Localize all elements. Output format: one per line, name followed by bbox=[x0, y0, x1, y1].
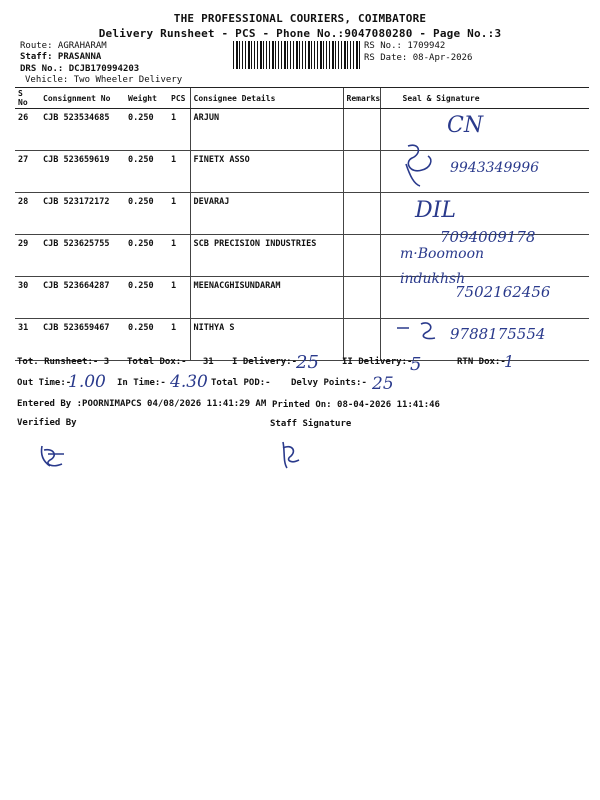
handwritten-phone-1: 9943349996 bbox=[450, 160, 540, 176]
cell-pcs: 1 bbox=[168, 319, 190, 361]
cell-consignment: CJB 523172172 bbox=[40, 193, 125, 235]
cell-pcs: 1 bbox=[168, 277, 190, 319]
staff-signature bbox=[277, 438, 305, 472]
cell-consignment: CJB 523534685 bbox=[40, 109, 125, 151]
handwritten-name-4: indukhsh bbox=[400, 271, 466, 287]
cell-sno: 28 bbox=[15, 193, 40, 235]
handwritten-scribble bbox=[400, 140, 444, 190]
runsheet-table bbox=[15, 87, 589, 361]
in-time-label: In Time:- bbox=[117, 378, 166, 388]
col-consignee: Consignee Details bbox=[190, 88, 343, 109]
out-time-value: 1.00 bbox=[68, 372, 106, 392]
cell-weight: 0.250 bbox=[125, 193, 168, 235]
cell-sno: 31 bbox=[15, 319, 40, 361]
document-subtitle: Delivery Runsheet - PCS - Phone No.:9047080280 - Page No.:3 bbox=[98, 27, 502, 40]
cell-weight: 0.250 bbox=[125, 109, 168, 151]
staff-signature-label: Staff Signature bbox=[270, 419, 352, 429]
rtn-dox-label: RTN Dox:- bbox=[457, 357, 506, 367]
handwritten-dash-sig bbox=[395, 318, 445, 342]
cell-consignee: NITHYA S bbox=[190, 319, 343, 361]
rs-number: RS No.: 1709942 bbox=[364, 41, 446, 51]
cell-weight: 0.250 bbox=[125, 235, 168, 277]
col-pcs: PCS bbox=[168, 88, 190, 109]
cell-pcs: 1 bbox=[168, 235, 190, 277]
vehicle-label: Vehicle: Two Wheeler Delivery bbox=[25, 75, 183, 85]
cell-pcs: 1 bbox=[168, 193, 190, 235]
col-sno: S No bbox=[15, 88, 40, 109]
col-consignment: Consignment No bbox=[40, 88, 125, 109]
cell-consignee: MEENACGHISUNDARAM bbox=[190, 277, 343, 319]
document-title: THE PROFESSIONAL COURIERS, COIMBATORE bbox=[173, 12, 427, 25]
cell-pcs: 1 bbox=[168, 109, 190, 151]
cell-consignment: CJB 523625755 bbox=[40, 235, 125, 277]
delvy-points-label: Delvy Points:- bbox=[291, 378, 367, 388]
cell-consignment: CJB 523664287 bbox=[40, 277, 125, 319]
verified-by-label: Verified By bbox=[17, 418, 77, 428]
drs-number: DRS No.: DCJB170994203 bbox=[20, 64, 140, 74]
cell-consignment: CJB 523659467 bbox=[40, 319, 125, 361]
cell-sno: 29 bbox=[15, 235, 40, 277]
i-delivery-value: 25 bbox=[296, 352, 319, 373]
cell-sno: 27 bbox=[15, 151, 40, 193]
cell-remarks bbox=[343, 277, 380, 319]
cell-consignee: DEVARAJ bbox=[190, 193, 343, 235]
total-pod-label: Total POD:- bbox=[211, 378, 271, 388]
cell-consignee: FINETX ASSO bbox=[190, 151, 343, 193]
table-header-row bbox=[15, 88, 589, 109]
rtn-dox-value: 1 bbox=[504, 352, 515, 371]
cell-pcs: 1 bbox=[168, 151, 190, 193]
ii-delivery-label: II Delivery:- bbox=[342, 357, 413, 367]
i-delivery-label: I Delivery:- bbox=[232, 357, 298, 367]
barcode bbox=[233, 41, 361, 69]
staff-label: Staff: PRASANNA bbox=[20, 52, 102, 62]
table-row bbox=[15, 109, 589, 151]
ii-delivery-value: 5 bbox=[410, 354, 422, 375]
col-seal-signature: Seal & Signature bbox=[380, 88, 589, 109]
cell-remarks bbox=[343, 109, 380, 151]
rs-date: RS Date: 08-Apr-2026 bbox=[364, 53, 473, 63]
in-time-value: 4.30 bbox=[170, 372, 208, 392]
cell-consignee: SCB PRECISION INDUSTRIES bbox=[190, 235, 343, 277]
handwritten-sig-dil: DIL bbox=[415, 198, 456, 223]
cell-remarks bbox=[343, 193, 380, 235]
col-weight: Weight bbox=[125, 88, 168, 109]
cell-weight: 0.250 bbox=[125, 151, 168, 193]
route-label: Route: AGRAHARAM bbox=[20, 41, 107, 51]
cell-weight: 0.250 bbox=[125, 319, 168, 361]
col-remarks: Remarks bbox=[343, 88, 380, 109]
handwritten-phone-5: 9788175554 bbox=[450, 325, 546, 343]
cell-remarks bbox=[343, 319, 380, 361]
printed-on: Printed On: 08-04-2026 11:41:46 bbox=[272, 400, 440, 410]
cell-sno: 26 bbox=[15, 109, 40, 151]
cell-remarks bbox=[343, 235, 380, 277]
delvy-points-value: 25 bbox=[372, 374, 394, 394]
handwritten-sig-cn: CN bbox=[447, 113, 484, 138]
out-time-label: Out Time:- bbox=[17, 378, 72, 388]
tot-runsheet: Tot. Runsheet:- 3 bbox=[17, 357, 110, 367]
handwritten-name-3: m·Boomoon bbox=[400, 246, 485, 262]
cell-consignment: CJB 523659619 bbox=[40, 151, 125, 193]
cell-consignee: ARJUN bbox=[190, 109, 343, 151]
handwritten-phone-2: 7094009178 bbox=[440, 228, 536, 246]
total-dox: Total Dox:- 31 bbox=[127, 357, 214, 367]
cell-weight: 0.250 bbox=[125, 277, 168, 319]
handwritten-phone-4: 7502162456 bbox=[455, 283, 551, 301]
cell-remarks bbox=[343, 151, 380, 193]
cell-sno: 30 bbox=[15, 277, 40, 319]
entered-by: Entered By :POORNIMAPCS 04/08/2026 11:41:29 AM bbox=[17, 399, 267, 409]
verifier-signature bbox=[36, 440, 72, 472]
